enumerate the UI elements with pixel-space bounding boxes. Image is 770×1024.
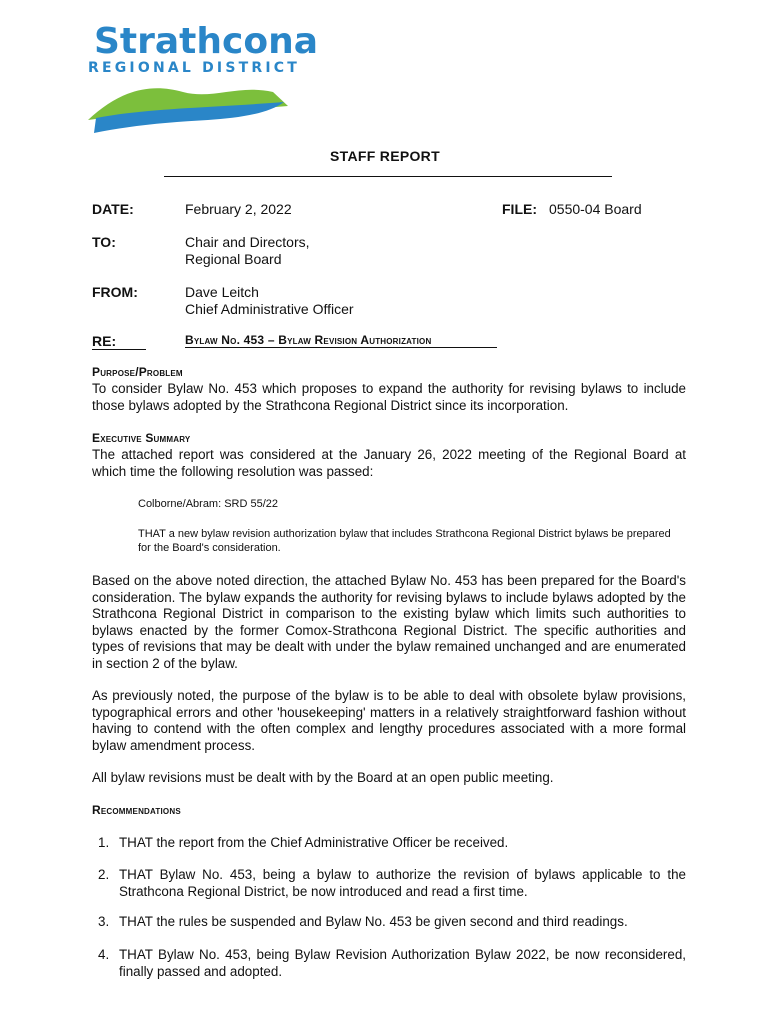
from-value-line2: Chief Administrative Officer — [185, 301, 354, 317]
re-label: RE: — [92, 333, 146, 350]
date-value: February 2, 2022 — [185, 201, 292, 217]
report-title: STAFF REPORT — [330, 148, 440, 164]
recommendation-number: 1. — [98, 835, 110, 850]
body-paragraph-2: As previously noted, the purpose of the bylaw is to be able to deal with obsolete bylaw provisions, typographical errors and other 'housekeeping' matters in a relatively straightforward fashion without having to contend with the often complex and lengthy procedures associated with a more formal bylaw amendment process. — [92, 688, 686, 753]
executive-summary-heading: Executive Summary — [92, 431, 191, 445]
recommendation-number: 4. — [98, 947, 110, 962]
purpose-text: To consider Bylaw No. 453 which proposes to expand the authority for revising bylaws to include those bylaws adopted by the Strathcona Regional District since its incorporation. — [92, 381, 686, 413]
recommendation-number: 3. — [98, 914, 110, 929]
recommendation-text: THAT Bylaw No. 453, being Bylaw Revision Authorization Bylaw 2022, be now reconsidered, finally passed and adopted. — [119, 947, 686, 979]
logo-wordmark: Strathcona — [94, 21, 319, 62]
recommendation-text: THAT Bylaw No. 453, being a bylaw to authorize the revision of bylaws applicable to the Strathcona Regional District, be now introduced and read a first time. — [119, 867, 686, 899]
logo-subtitle: REGIONAL DISTRICT — [88, 60, 300, 76]
strathcona-logo — [88, 21, 319, 134]
date-label: DATE: — [92, 201, 134, 217]
to-value-line1: Chair and Directors, — [185, 234, 310, 250]
title-divider — [164, 176, 612, 177]
body-paragraph-3: All bylaw revisions must be dealt with by the Board at an open public meeting. — [92, 770, 554, 785]
file-value: 0550-04 Board — [549, 201, 642, 217]
recommendation-text: THAT the report from the Chief Administrative Officer be received. — [119, 835, 509, 850]
from-label: FROM: — [92, 284, 138, 300]
recommendation-number: 2. — [98, 867, 110, 882]
from-value-line1: Dave Leitch — [185, 284, 259, 300]
landscape-logo-icon — [88, 78, 288, 138]
recommendation-text: THAT the rules be suspended and Bylaw No. 453 be given second and third readings. — [119, 914, 628, 929]
to-value-line2: Regional Board — [185, 251, 282, 267]
body-paragraph-1: Based on the above noted direction, the attached Bylaw No. 453 has been prepared for the Board's consideration. The bylaw expands the authority for revising bylaws to include bylaws adopted by the Strathcona Regional District in comparison to the existing bylaw which limits such authorities to bylaws enacted by the former Comox-Strathcona Regional District. The specific authorities and types of revisions that may be dealt with under the bylaw remained unchanged and are enumerated in section 2 of the bylaw. — [92, 573, 686, 671]
purpose-heading: Purpose/Problem — [92, 365, 183, 379]
resolution-text: THAT a new bylaw revision authorization bylaw that includes Strathcona Regional District bylaws be prepared for the Board's consideration. — [138, 528, 671, 554]
executive-summary-text: The attached report was considered at the January 26, 2022 meeting of the Regional Board at which time the following resolution was passed: — [92, 447, 686, 479]
recommendations-heading: Recommendations — [92, 803, 181, 817]
resolution-mover: Colborne/Abram: SRD 55/22 — [138, 498, 279, 510]
to-label: TO: — [92, 234, 116, 250]
file-label: FILE: — [502, 201, 537, 217]
re-subject: Bylaw No. 453 – Bylaw Revision Authorization — [185, 333, 497, 348]
